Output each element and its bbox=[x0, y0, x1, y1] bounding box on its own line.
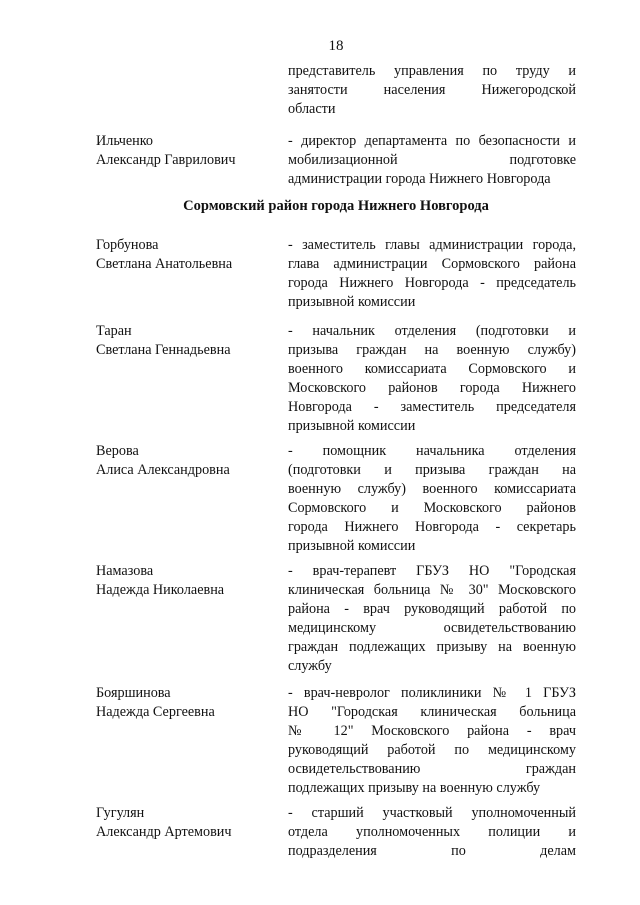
text-line: города Нижнего Новгорода - секретарь bbox=[288, 519, 576, 535]
text-line: области bbox=[288, 101, 336, 117]
continuation-text bbox=[288, 62, 576, 119]
text-line: города Нижнего Новгорода - председатель bbox=[288, 275, 576, 291]
text-line: отдела уполномоченных полиции и bbox=[288, 824, 576, 840]
member-role bbox=[288, 804, 576, 861]
text-line: НО "Городская клиническая больница bbox=[288, 704, 576, 720]
member-name bbox=[96, 322, 276, 360]
text-line: - заместитель главы администрации города, bbox=[288, 237, 576, 253]
member-name bbox=[96, 804, 276, 842]
text-line: медицинскому освидетельствованию bbox=[288, 620, 576, 636]
text-line: - старший участковый уполномоченный bbox=[288, 805, 576, 821]
member-name bbox=[96, 236, 276, 274]
surname: Верова bbox=[96, 443, 139, 459]
text-line: - начальник отделения (подготовки и bbox=[288, 323, 576, 339]
text-line: (подготовки и призыва граждан на bbox=[288, 462, 576, 478]
text-line: - врач-терапевт ГБУЗ НО "Городская bbox=[288, 563, 576, 579]
text-line: Новгорода - заместитель председателя bbox=[288, 399, 576, 415]
surname: Горбунова bbox=[96, 237, 159, 253]
surname: Ильченко bbox=[96, 133, 154, 149]
surname: Намазова bbox=[96, 563, 154, 579]
surname: Бояршинова bbox=[96, 685, 171, 701]
text-line: освидетельствованию граждан bbox=[288, 761, 576, 777]
given-names: Александр Артемович bbox=[96, 824, 232, 840]
text-line: администрации города Нижнего Новгорода bbox=[288, 171, 551, 187]
given-names: Александр Гаврилович bbox=[96, 152, 236, 168]
given-names: Надежда Сергеевна bbox=[96, 704, 215, 720]
text-line: района - врач руководящий работой по bbox=[288, 601, 576, 617]
text-line: глава администрации Сормовского района bbox=[288, 256, 576, 272]
text-line: № 12" Московского района - врач bbox=[288, 723, 576, 739]
given-names: Светлана Геннадьевна bbox=[96, 342, 231, 358]
page-number: 18 bbox=[328, 38, 344, 54]
surname: Таран bbox=[96, 323, 132, 339]
member-name bbox=[96, 132, 276, 170]
member-role bbox=[288, 236, 576, 312]
text-line: мобилизационной подготовке bbox=[288, 152, 576, 168]
given-names: Светлана Анатольевна bbox=[96, 256, 233, 272]
member-name bbox=[96, 442, 276, 480]
member-role bbox=[288, 132, 576, 189]
member-role bbox=[288, 684, 576, 798]
text-line: призывной комиссии bbox=[288, 294, 416, 310]
text-line: призывной комиссии bbox=[288, 418, 416, 434]
text-line: граждан подлежащих призыву на военную bbox=[288, 639, 576, 655]
member-name bbox=[96, 562, 276, 600]
text-line: призывной комиссии bbox=[288, 538, 416, 554]
text-line: занятости населения Нижегородской bbox=[288, 82, 576, 98]
text-line: Московского районов города Нижнего bbox=[288, 380, 576, 396]
text-line: - врач-невролог поликлиники № 1 ГБУЗ bbox=[288, 685, 576, 701]
text-line: представитель управления по труду и bbox=[288, 63, 576, 79]
text-line: - директор департамента по безопасности и bbox=[288, 133, 576, 149]
given-names: Надежда Николаевна bbox=[96, 582, 225, 598]
surname: Гугулян bbox=[96, 805, 145, 821]
text-line: - помощник начальника отделения bbox=[288, 443, 576, 459]
given-names: Алиса Александровна bbox=[96, 462, 230, 478]
member-role bbox=[288, 442, 576, 556]
text-line: призыва граждан на военную службу) bbox=[288, 342, 576, 358]
section-title: Сормовский район города Нижнего Новгорода bbox=[183, 198, 489, 214]
text-line: подразделения по делам bbox=[288, 843, 576, 859]
text-line: руководящий работой по медицинскому bbox=[288, 742, 576, 758]
text-line: Сормовского и Московского районов bbox=[288, 500, 576, 516]
member-role bbox=[288, 322, 576, 436]
member-role bbox=[288, 562, 576, 676]
text-line: военного комиссариата Сормовского и bbox=[288, 361, 576, 377]
text-line: военную службу) военного комиссариата bbox=[288, 481, 576, 497]
text-line: подлежащих призыву на военную службу bbox=[288, 780, 541, 796]
member-name bbox=[96, 684, 276, 722]
text-line: клиническая больница № 30" Московского bbox=[288, 582, 576, 598]
text-line: службу bbox=[288, 658, 332, 674]
